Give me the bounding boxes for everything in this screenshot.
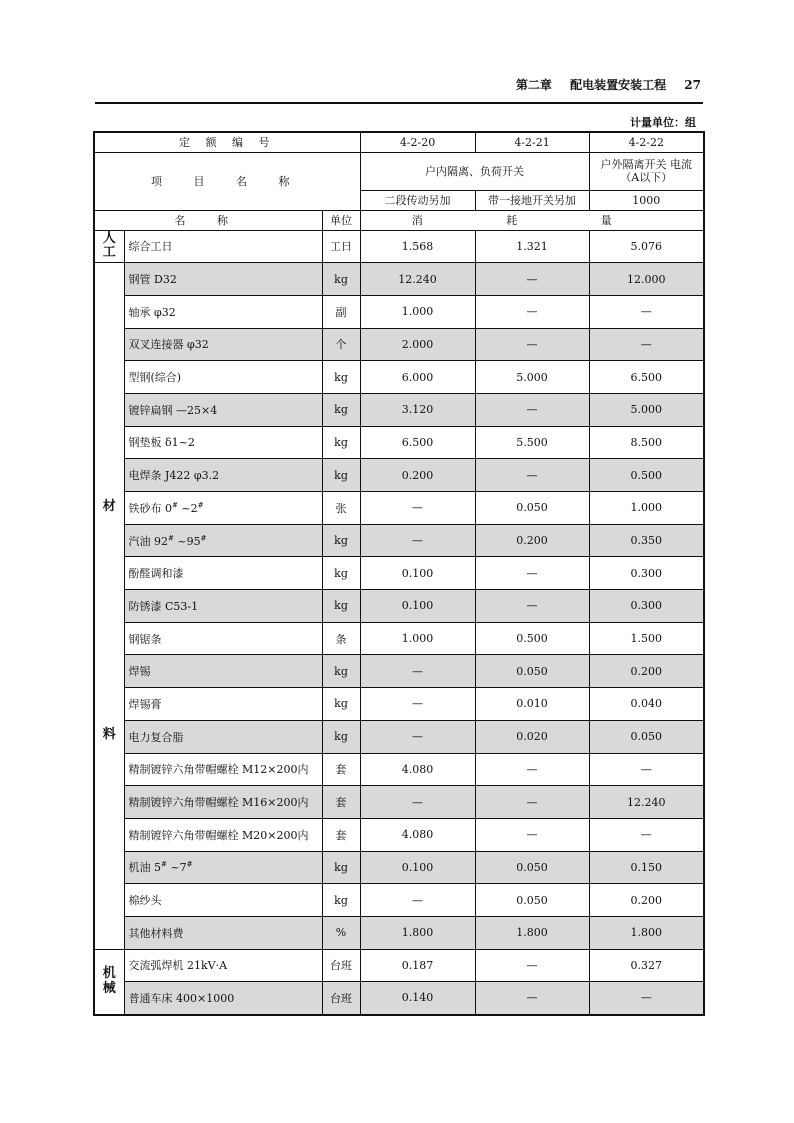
item-name: 镀锌扁钢 —25×4 (124, 393, 322, 426)
value-cell-3: 0.350 (589, 524, 704, 557)
item-name: 电力复合脂 (124, 720, 322, 753)
quota-table (93, 131, 705, 1016)
item-unit: kg (322, 361, 360, 394)
sub-header-3: 1000 (589, 190, 704, 210)
value-cell-2: 0.020 (475, 720, 589, 753)
value-cell-1: 0.140 (360, 982, 475, 1015)
item-name: 焊锡 (124, 655, 322, 688)
value-cell-3: — (589, 818, 704, 851)
category-labor (94, 230, 124, 263)
item-name-label: 项 目 名 称 (94, 152, 360, 210)
value-cell-1: — (360, 884, 475, 917)
item-name: 型钢(综合) (124, 361, 322, 394)
value-cell-2: — (475, 982, 589, 1015)
item-name: 轴承 φ32 (124, 295, 322, 328)
table-row (94, 524, 704, 557)
table-row (94, 459, 704, 492)
item-unit: kg (322, 884, 360, 917)
value-cell-3: 1.000 (589, 492, 704, 525)
item-name: 其他材料费 (124, 916, 322, 949)
value-cell-2: — (475, 818, 589, 851)
value-cell-1: 6.000 (360, 361, 475, 394)
value-cell-3: 0.500 (589, 459, 704, 492)
group-row (94, 152, 704, 190)
item-unit: 个 (322, 328, 360, 361)
value-cell-2: — (475, 393, 589, 426)
value-cell-2: — (475, 590, 589, 623)
value-cell-1: — (360, 492, 475, 525)
item-name: 综合工日 (124, 230, 322, 263)
table-row (94, 557, 704, 590)
value-cell-1: — (360, 720, 475, 753)
value-cell-1: 4.080 (360, 818, 475, 851)
item-name: 防锈漆 C53-1 (124, 590, 322, 623)
value-cell-1: 0.100 (360, 851, 475, 884)
table-row (94, 230, 704, 263)
value-cell-2: 0.050 (475, 492, 589, 525)
item-name: 钢管 D32 (124, 263, 322, 296)
value-cell-1: 2.000 (360, 328, 475, 361)
item-unit: kg (322, 459, 360, 492)
value-cell-3: 0.040 (589, 688, 704, 721)
page-header (95, 72, 703, 104)
quota-no-label: 定 额 编 号 (94, 132, 360, 152)
value-cell-2: — (475, 328, 589, 361)
value-cell-3: — (589, 295, 704, 328)
table-row (94, 884, 704, 917)
item-unit: kg (322, 688, 360, 721)
value-cell-3: 0.200 (589, 884, 704, 917)
value-cell-1: — (360, 688, 475, 721)
category-material-top: 材 (102, 499, 116, 515)
value-cell-3: — (589, 982, 704, 1015)
item-name: 交流弧焊机 21kV·A (124, 949, 322, 982)
value-cell-1: — (360, 655, 475, 688)
item-name: 铁砂布 0# ~2# (124, 492, 322, 525)
item-unit: kg (322, 590, 360, 623)
value-cell-2: — (475, 557, 589, 590)
item-unit: 条 (322, 622, 360, 655)
item-unit: 台班 (322, 982, 360, 1015)
item-name: 焊锡膏 (124, 688, 322, 721)
value-cell-3: 0.150 (589, 851, 704, 884)
value-cell-2: — (475, 263, 589, 296)
value-cell-1: 4.080 (360, 753, 475, 786)
value-cell-1: 1.800 (360, 916, 475, 949)
group-outdoor: 户外隔离开关 电流（A以下） (589, 152, 704, 190)
item-unit: 张 (322, 492, 360, 525)
value-cell-2: 0.050 (475, 851, 589, 884)
value-cell-2: — (475, 786, 589, 819)
table-row (94, 818, 704, 851)
sub-header-1: 二段传动另加 (360, 190, 475, 210)
value-cell-3: — (589, 753, 704, 786)
unit-label: 计量单位：组 (630, 116, 696, 129)
value-cell-1: 1.568 (360, 230, 475, 263)
col-consumption: 消 耗 量 (360, 210, 704, 230)
value-cell-3: 5.076 (589, 230, 704, 263)
table-row (94, 655, 704, 688)
value-cell-1: 0.100 (360, 557, 475, 590)
sub-header-2: 带一接地开关另加 (475, 190, 589, 210)
value-cell-3: 5.000 (589, 393, 704, 426)
value-cell-2: 1.800 (475, 916, 589, 949)
item-unit: kg (322, 655, 360, 688)
value-cell-2: — (475, 295, 589, 328)
item-unit: kg (322, 263, 360, 296)
value-cell-2: 0.050 (475, 884, 589, 917)
section-title: 配电装置安装工程 (570, 78, 667, 92)
value-cell-1: 6.500 (360, 426, 475, 459)
item-unit: 套 (322, 753, 360, 786)
table-row (94, 949, 704, 982)
value-cell-2: — (475, 753, 589, 786)
value-cell-3: 8.500 (589, 426, 704, 459)
table-row (94, 851, 704, 884)
value-cell-3: 0.300 (589, 557, 704, 590)
item-unit: 台班 (322, 949, 360, 982)
item-name: 钢垫板 δ1~2 (124, 426, 322, 459)
value-cell-2: 1.321 (475, 230, 589, 263)
value-cell-3: 1.500 (589, 622, 704, 655)
value-cell-1: — (360, 524, 475, 557)
table-row (94, 720, 704, 753)
category-machine-label: 机械 (102, 966, 116, 996)
value-cell-1: 0.100 (360, 590, 475, 623)
value-cell-1: 1.000 (360, 622, 475, 655)
value-cell-1: — (360, 786, 475, 819)
table-row (94, 590, 704, 623)
value-cell-3: 12.000 (589, 263, 704, 296)
item-name: 棉纱头 (124, 884, 322, 917)
item-unit: kg (322, 720, 360, 753)
col-name: 名 称 (94, 210, 322, 230)
table-row (94, 622, 704, 655)
value-cell-1: 12.240 (360, 263, 475, 296)
table-row (94, 263, 704, 296)
page-number: 27 (684, 78, 701, 92)
value-cell-3: 12.240 (589, 786, 704, 819)
value-cell-2: 0.050 (475, 655, 589, 688)
item-name: 汽油 92# ~95# (124, 524, 322, 557)
value-cell-2: 5.000 (475, 361, 589, 394)
item-name: 精制镀锌六角带帽螺栓 M16×200内 (124, 786, 322, 819)
value-cell-2: — (475, 949, 589, 982)
item-unit: 工日 (322, 230, 360, 263)
item-unit: kg (322, 557, 360, 590)
item-unit: kg (322, 524, 360, 557)
value-cell-2: 0.010 (475, 688, 589, 721)
category-labor-label: 人工 (102, 231, 116, 261)
item-unit: kg (322, 426, 360, 459)
quota-no-row (94, 132, 704, 152)
code-3: 4-2-22 (589, 132, 704, 152)
table-row (94, 982, 704, 1015)
table-row (94, 916, 704, 949)
item-name: 双叉连接器 φ32 (124, 328, 322, 361)
value-cell-3: 0.050 (589, 720, 704, 753)
item-unit: 套 (322, 818, 360, 851)
group-indoor: 户内隔离、负荷开关 (360, 152, 589, 190)
value-cell-3: 0.327 (589, 949, 704, 982)
value-cell-3: 0.300 (589, 590, 704, 623)
item-name: 机油 5# ~7# (124, 851, 322, 884)
item-name: 精制镀锌六角带帽螺栓 M20×200内 (124, 818, 322, 851)
item-unit: % (322, 916, 360, 949)
item-unit: kg (322, 393, 360, 426)
value-cell-2: 0.500 (475, 622, 589, 655)
table-row (94, 426, 704, 459)
value-cell-3: 0.200 (589, 655, 704, 688)
value-cell-1: 1.000 (360, 295, 475, 328)
value-cell-3: 6.500 (589, 361, 704, 394)
item-name: 精制镀锌六角带帽螺栓 M12×200内 (124, 753, 322, 786)
item-name: 酚醛调和漆 (124, 557, 322, 590)
value-cell-1: 0.200 (360, 459, 475, 492)
category-material-bottom: 料 (102, 726, 116, 742)
item-unit: 副 (322, 295, 360, 328)
header-right (502, 76, 701, 93)
value-cell-1: 0.187 (360, 949, 475, 982)
item-unit: 套 (322, 786, 360, 819)
value-cell-2: 0.200 (475, 524, 589, 557)
col-unit: 单位 (322, 210, 360, 230)
item-unit: kg (322, 851, 360, 884)
table-row (94, 393, 704, 426)
table-row (94, 361, 704, 394)
value-cell-3: — (589, 328, 704, 361)
value-cell-3: 1.800 (589, 916, 704, 949)
table-row (94, 786, 704, 819)
code-1: 4-2-20 (360, 132, 475, 152)
value-cell-2: — (475, 459, 589, 492)
table-row (94, 328, 704, 361)
category-machine (94, 949, 124, 1014)
table-row (94, 295, 704, 328)
item-name: 普通车床 400×1000 (124, 982, 322, 1015)
column-header-row (94, 210, 704, 230)
item-name: 钢锯条 (124, 622, 322, 655)
chapter-label: 第二章 (515, 78, 552, 92)
value-cell-2: 5.500 (475, 426, 589, 459)
table-row (94, 753, 704, 786)
table-row (94, 492, 704, 525)
value-cell-1: 3.120 (360, 393, 475, 426)
category-material (94, 263, 124, 949)
table-row (94, 688, 704, 721)
item-name: 电焊条 J422 φ3.2 (124, 459, 322, 492)
code-2: 4-2-21 (475, 132, 589, 152)
